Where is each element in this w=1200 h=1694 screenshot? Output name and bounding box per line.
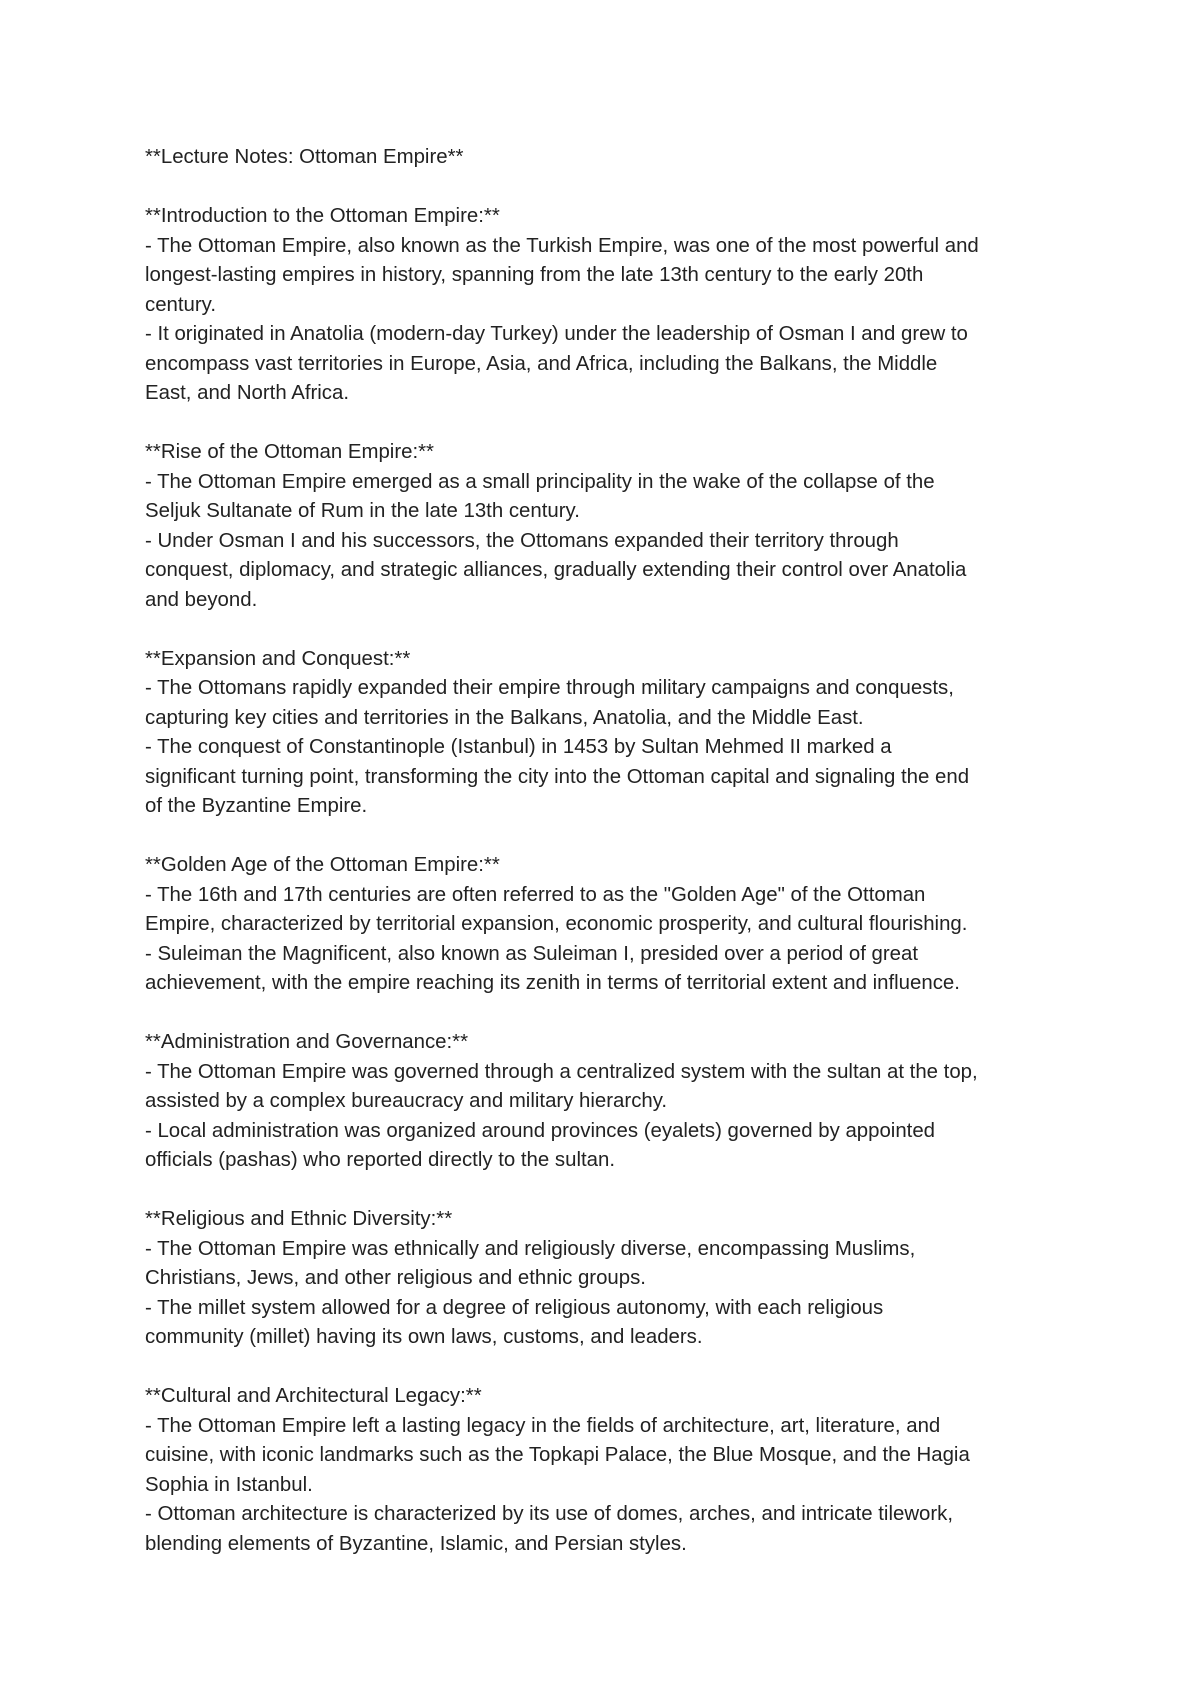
- section-heading: **Expansion and Conquest:**: [145, 647, 411, 670]
- text-line: - Ottoman architecture is characterized by its use of domes, arches, and intricate tilework,: [145, 1503, 954, 1525]
- text-line: capturing key cities and territories in the Balkans, Anatolia, and the Middle East.: [145, 706, 864, 729]
- text-line: - Under Osman I and his successors, the Ottomans expanded their territory through: [145, 529, 899, 552]
- text-line: assisted by a complex bureaucracy and military hierarchy.: [145, 1090, 668, 1112]
- text-line: achievement, with the empire reaching its zenith in terms of territorial extent and influence.: [145, 972, 960, 994]
- spacer: [145, 1353, 1085, 1383]
- text-line: encompass vast territories in Europe, Asia, and Africa, including the Balkans, the Middle: [145, 352, 938, 375]
- section-heading: **Cultural and Architectural Legacy:**: [145, 1385, 482, 1407]
- text-line: officials (pashas) who reported directly to the sultan.: [145, 1149, 615, 1171]
- text-line: Sophia in Istanbul.: [145, 1473, 313, 1496]
- section-heading: **Religious and Ethnic Diversity:**: [145, 1208, 453, 1230]
- text-line: Empire, characterized by territorial expansion, economic prosperity, and cultural flourishing.: [145, 913, 968, 935]
- spacer: [145, 822, 1085, 852]
- text-line: - The Ottoman Empire, also known as the Turkish Empire, was one of the most powerful and: [145, 234, 979, 257]
- section-heading: **Golden Age of the Ottoman Empire:**: [145, 854, 500, 876]
- document-page: [145, 143, 1085, 1559]
- spacer: [145, 615, 1085, 645]
- text-line: cuisine, with iconic landmarks such as the Topkapi Palace, the Blue Mosque, and the Hagia: [145, 1444, 970, 1466]
- text-line: conquest, diplomacy, and strategic alliances, gradually extending their control over Anatolia: [145, 559, 967, 581]
- section-administration: [145, 1028, 1085, 1176]
- text-line: - The Ottoman Empire emerged as a small principality in the wake of the collapse of the: [145, 470, 935, 493]
- text-line: Seljuk Sultanate of Rum in the late 13th century.: [145, 500, 580, 522]
- text-line: - The millet system allowed for a degree of religious autonomy, with each religious: [145, 1296, 884, 1319]
- text-line: of the Byzantine Empire.: [145, 795, 368, 817]
- text-line: - The Ottoman Empire left a lasting legacy in the fields of architecture, art, literature, and: [145, 1414, 941, 1437]
- text-line: East, and North Africa.: [145, 382, 350, 404]
- text-line: - The conquest of Constantinople (Istanbul) in 1453 by Sultan Mehmed II marked a: [145, 736, 892, 758]
- text-line: blending elements of Byzantine, Islamic, and Persian styles.: [145, 1532, 687, 1555]
- section-expansion: [145, 645, 1085, 822]
- text-line: century.: [145, 293, 217, 316]
- spacer: [145, 409, 1085, 439]
- text-line: community (millet) having its own laws, customs, and leaders.: [145, 1326, 703, 1348]
- spacer: [145, 999, 1085, 1029]
- text-line: - The Ottoman Empire was ethnically and religiously diverse, encompassing Muslims,: [145, 1237, 916, 1260]
- section-introduction: [145, 202, 1085, 409]
- section-heading: **Administration and Governance:**: [145, 1031, 469, 1053]
- text-line: longest-lasting empires in history, spanning from the late 13th century to the early 20th: [145, 264, 924, 286]
- text-line: Christians, Jews, and other religious and ethnic groups.: [145, 1267, 646, 1289]
- text-line: - Suleiman the Magnificent, also known as Suleiman I, presided over a period of great: [145, 942, 919, 965]
- text-line: - The 16th and 17th centuries are often referred to as the "Golden Age" of the Ottoman: [145, 883, 926, 906]
- spacer: [145, 1176, 1085, 1206]
- section-diversity: [145, 1205, 1085, 1353]
- text-line: - The Ottoman Empire was governed through a centralized system with the sultan at the top,: [145, 1060, 978, 1083]
- spacer: [145, 173, 1085, 203]
- text-line: - It originated in Anatolia (modern-day Turkey) under the leadership of Osman I and grew to: [145, 323, 968, 345]
- text-line: - The Ottomans rapidly expanded their empire through military campaigns and conquests,: [145, 677, 954, 699]
- section-rise: [145, 438, 1085, 615]
- section-heading: **Introduction to the Ottoman Empire:**: [145, 205, 500, 227]
- section-golden-age: [145, 851, 1085, 999]
- document-title: **Lecture Notes: Ottoman Empire**: [145, 146, 464, 168]
- text-line: and beyond.: [145, 588, 258, 611]
- text-line: significant turning point, transforming the city into the Ottoman capital and signaling the end: [145, 765, 970, 788]
- section-heading: **Rise of the Ottoman Empire:**: [145, 441, 434, 463]
- text-line: - Local administration was organized around provinces (eyalets) governed by appointed: [145, 1119, 936, 1142]
- section-legacy: [145, 1382, 1085, 1559]
